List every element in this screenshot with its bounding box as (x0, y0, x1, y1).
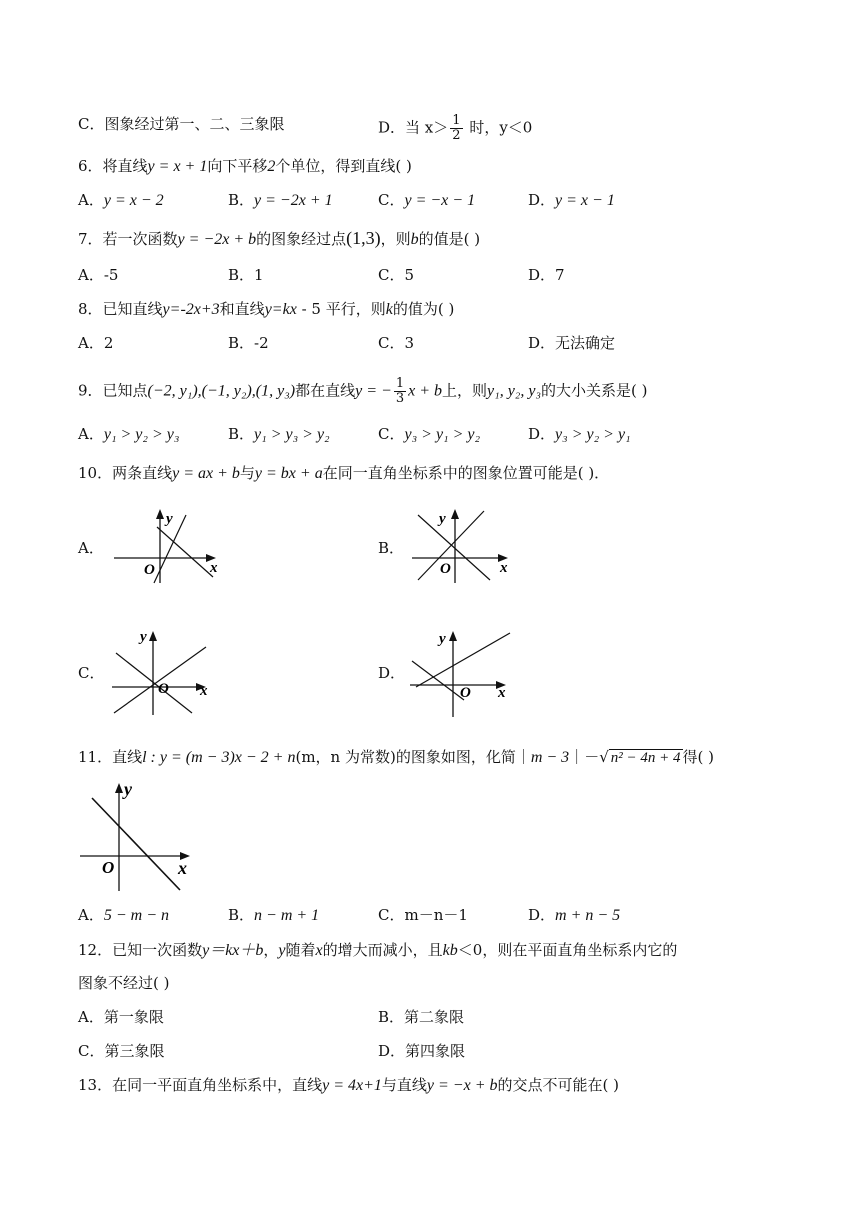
q9-option-a: A．y₁ > y₂ > y₃ (78, 425, 180, 443)
q10-option-d: D． (378, 664, 406, 682)
q11-option-a: A．5 − m − n (78, 906, 169, 924)
q8-stem: 8．已知直线y=-2x+3和直线y=kx - 5 平行，则k的值为( ) (78, 300, 455, 318)
q12-option-a: A．第一象限 (78, 1008, 164, 1026)
q9-option-c: C．y₃ > y₁ > y₂ (378, 425, 481, 443)
q7-stem: 7．若一次函数y = −2x + b的图象经过点(1,3)，则b的值是( ) (78, 228, 481, 248)
axis-y-label: y (439, 631, 446, 647)
q10-graph-c (110, 625, 220, 720)
q6-option-c: C．y = −x − 1 (378, 191, 476, 209)
q6-option-a: A．y = x − 2 (78, 191, 164, 209)
q12-stem-line-1: 12．已知一次函数y＝kx＋b，y随着x的增大而减小，且kb＜0，则在平面直角坐标系内它的 (78, 941, 678, 959)
axis-x-label: x (200, 683, 208, 699)
q7-option-d: D．7 (528, 266, 565, 284)
axis-y-label: y (124, 779, 132, 799)
axis-y-label: y (166, 511, 173, 527)
q8-option-a: A．2 (78, 334, 114, 352)
q7-option-c: C．5 (378, 266, 415, 284)
q11-option-c: C．m－n－1 (378, 906, 468, 924)
fraction: $\frac{1}{2}$ (452, 113, 461, 143)
q10-stem: 10．两条直线y = ax + b与y = bx + a在同一直角坐标系中的图象位置可能是( )． (78, 464, 610, 482)
q7-option-b: B．1 (228, 266, 264, 284)
q9-option-d: D．y₃ > y₂ > y₁ (528, 425, 631, 443)
origin-label: O (460, 685, 471, 701)
q9-option-b: B．y₁ > y₃ > y₂ (228, 425, 330, 443)
q11-stem: 11．直线l : y = (m − 3)x − 2 + n(m，n 为常数)的图象如图，化简｜m − 3｜－√ n² − 4n + 4 得( ) (78, 748, 714, 766)
q10-option-a: A． (78, 539, 104, 557)
origin-label: O (440, 561, 451, 577)
q6-option-b: B．y = −2x + 1 (228, 191, 333, 209)
q8-option-b: B．-2 (228, 334, 269, 352)
q6-stem: 6．将直线y = x + 1向下平移2个单位，得到直线( ) (78, 157, 412, 175)
fraction: $\frac{1}{3}$ (395, 376, 405, 406)
origin-label: O (102, 858, 115, 877)
q11-option-d: D．m + n − 5 (528, 906, 621, 924)
axis-x-label: x (210, 560, 218, 576)
q11-option-b: B．n − m + 1 (228, 906, 320, 924)
origin-label: O (158, 681, 169, 697)
q10-option-c: C． (78, 664, 105, 682)
sqrt-sign-icon: √ (599, 748, 609, 766)
axis-x-label: x (500, 560, 508, 576)
q12-stem-line-2: 图象不经过( ) (78, 974, 170, 992)
q12-option-d: D．第四象限 (378, 1042, 466, 1060)
q10-option-b: B． (378, 539, 405, 557)
q8-option-d: D．无法确定 (528, 334, 616, 352)
axis-y-label: y (439, 511, 446, 527)
axis-y-label: y (140, 629, 147, 645)
q9-stem: 9．已知点(−2, y₁),(−1, y₂),(1, y₃)都在直线y = − $\frac{1}{3}$ x + b上，则y₁, y₂, y₃的大小关系是( ) (78, 376, 648, 406)
q10-graph-d (408, 625, 518, 720)
axis-x-label: x (178, 858, 187, 878)
q8-option-c: C．3 (378, 334, 415, 352)
axis-x-label: x (498, 685, 506, 701)
q6-option-d: D．y = x − 1 (528, 191, 615, 209)
q10-graph-b (410, 505, 520, 585)
origin-label: O (144, 562, 155, 578)
q7-option-a: A．-5 (78, 266, 119, 284)
q11-graph (78, 778, 198, 893)
q12-option-b: B．第二象限 (378, 1008, 465, 1026)
q12-option-c: C．第三象限 (78, 1042, 165, 1060)
q5-option-d: D．当 x＞ $\frac{1}{2}$ 时，y＜0 (378, 113, 533, 143)
q13-stem: 13．在同一平面直角坐标系中，直线y = 4x+1与直线y = −x + b的交点不可能在( ) (78, 1076, 619, 1094)
q10-graph-a (110, 505, 225, 585)
q5-option-c: C．图象经过第一、二、三象限 (78, 115, 285, 133)
